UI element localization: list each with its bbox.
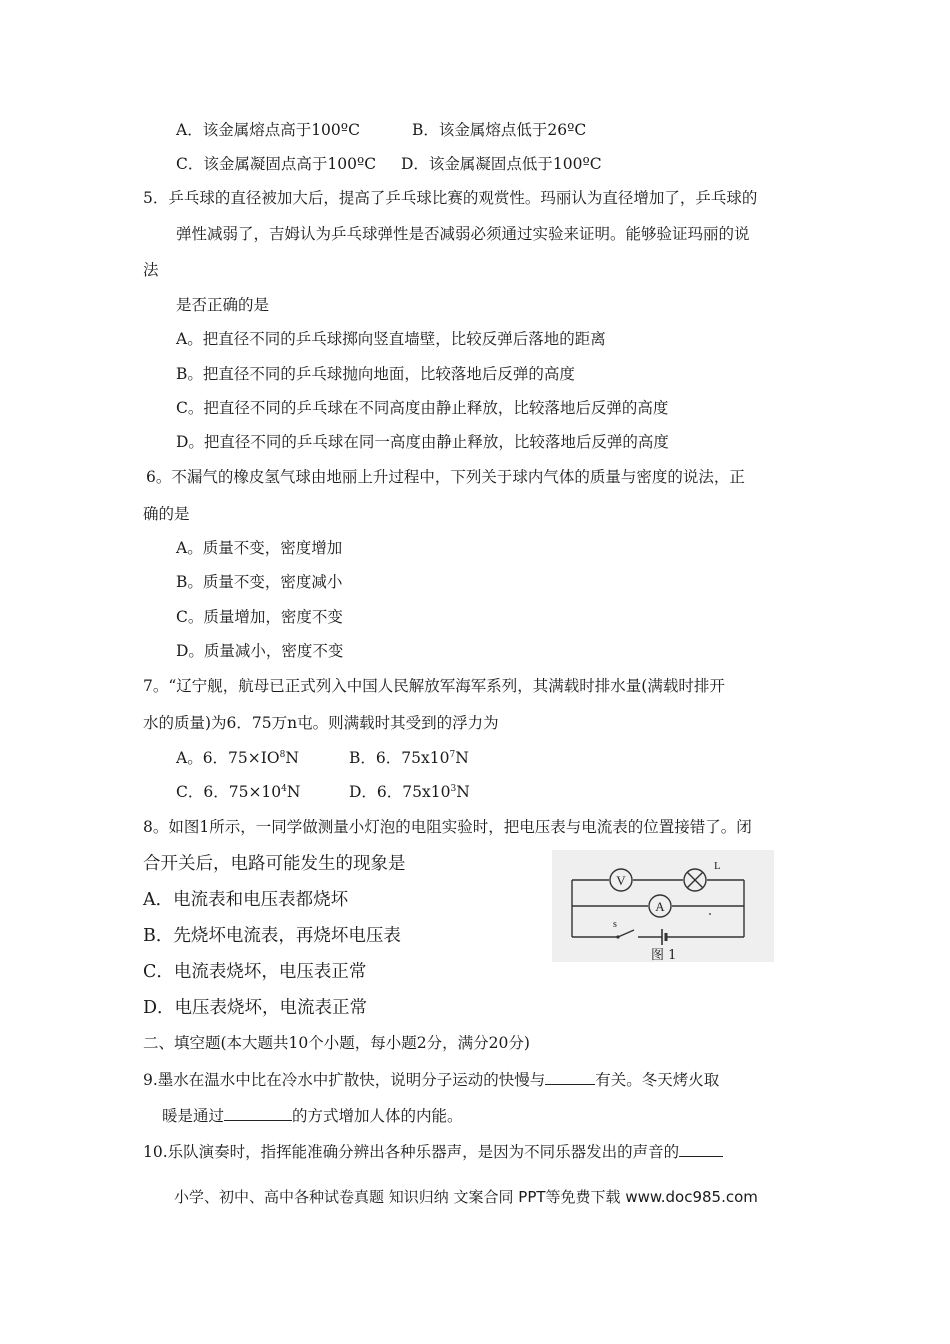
q5-option-a: A。把直径不同的乒乓球掷向竖直墙壁，比较反弹后落地的距离 [176,330,606,348]
q7-option-a: A。6．$75\times IO^8N$ [176,749,299,767]
figure-caption: 图 1 [651,948,677,962]
page-footer: 小学、初中、高中各种试卷真题 知识归纳 文案合同 PPT等免费下载 www.doc985.com [174,1188,758,1206]
lamp-label: L [714,860,721,872]
q6-stem-line-2: 确的是 [143,505,190,523]
q5-option-b: B。把直径不同的乒乓球抛向地面，比较落地后反弹的高度 [176,365,575,383]
q8-stem-line-1: 8。如图1所示，一同学做测量小灯泡的电阻实验时，把电压表与电流表的位置接错了。闭 [143,818,752,836]
q5-option-d: D。把直径不同的乒乓球在同一高度由静止释放，比较落地后反弹的高度 [176,433,669,451]
q8-option-a: A．电流表和电压表都烧坏 [143,890,349,910]
q4-option-a: A．该金属熔点高于100ºC [176,121,360,139]
switch-blade [618,930,634,937]
q5-stem-line-4: 是否正确的是 [176,296,270,314]
q6-option-a: A。质量不变，密度增加 [176,539,343,557]
q7-stem-line-2: 水的质量)为6．75万n屯。则满载时其受到的浮力为 [143,714,499,732]
q7-option-b: B．6．$75x10^7N$ [349,749,469,767]
q4-option-b: B．该金属熔点低于26ºC [412,121,587,139]
q5-stem-line-3: 法 [143,261,159,279]
q6-option-b: B。质量不变，密度减小 [176,573,343,591]
q9-blank-2 [224,1105,292,1121]
q5-stem-line-2: 弹性减弱了，吉姆认为乒乓球弹性是否减弱必须通过实验来证明。能够验证玛丽的说 [176,225,750,243]
q6-option-d: D。质量减小，密度不变 [176,642,344,660]
q7-stem-line-1: 7。“辽宁舰，航母已正式列入中国人民解放军海军系列，其满载时排水量(满载时排开 [143,677,725,695]
circuit-figure [552,850,774,962]
q9-blank-1 [545,1069,595,1085]
circuit-diagram [552,850,774,962]
q4-option-d: D．该金属凝固点低于100ºC [401,155,602,173]
voltmeter-label: V [616,873,626,888]
q8-stem-line-2: 合开关后，电路可能发生的现象是 [143,854,406,874]
q10-blank-1 [679,1141,723,1157]
q8-option-d: D．电压表烧坏，电流表正常 [143,998,368,1018]
switch-label: s [613,919,617,930]
q6-stem-line-1: 6。不漏气的橡皮氢气球由地丽上升过程中，下列关于球内气体的质量与密度的说法，正 [146,468,745,486]
q6-option-c: C。质量增加，密度不变 [176,608,343,626]
q7-option-c: C．6．$75\times 10^4N$ [176,783,301,801]
q7-option-d: D．6．$75x10^3N$ [349,783,470,801]
q5-stem-line-1: 5．乒乓球的直径被加大后，提高了乒乓球比赛的观赏性。玛丽认为直径增加了，乒乓球的 [143,189,758,207]
q8-option-c: C．电流表烧坏，电压表正常 [143,962,367,982]
q9-line-1: 9.墨水在温水中比在冷水中扩散快，说明分子运动的快慢与 有关。冬天烤火取 [143,1071,720,1089]
q5-option-c: C。把直径不同的乒乓球在不同高度由静止释放，比较落地后反弹的高度 [176,399,669,417]
switch-pivot [616,935,619,938]
q9-line-2: 暖是通过 的方式增加人体的内能。 [162,1107,463,1125]
q10-line-1: 10.乐队演奏时，指挥能准确分辨出各种乐器声，是因为不同乐器发出的声音的 [143,1141,723,1162]
q4-option-c: C．该金属凝固点高于100ºC [176,155,377,173]
ammeter-label: A [655,899,665,914]
q8-option-b: B．先烧坏电流表，再烧坏电压表 [143,926,401,946]
stray-dot [709,913,711,915]
section-2-heading: 二、填空题(本大题共10个小题，每小题2分，满分20分) [143,1034,530,1052]
